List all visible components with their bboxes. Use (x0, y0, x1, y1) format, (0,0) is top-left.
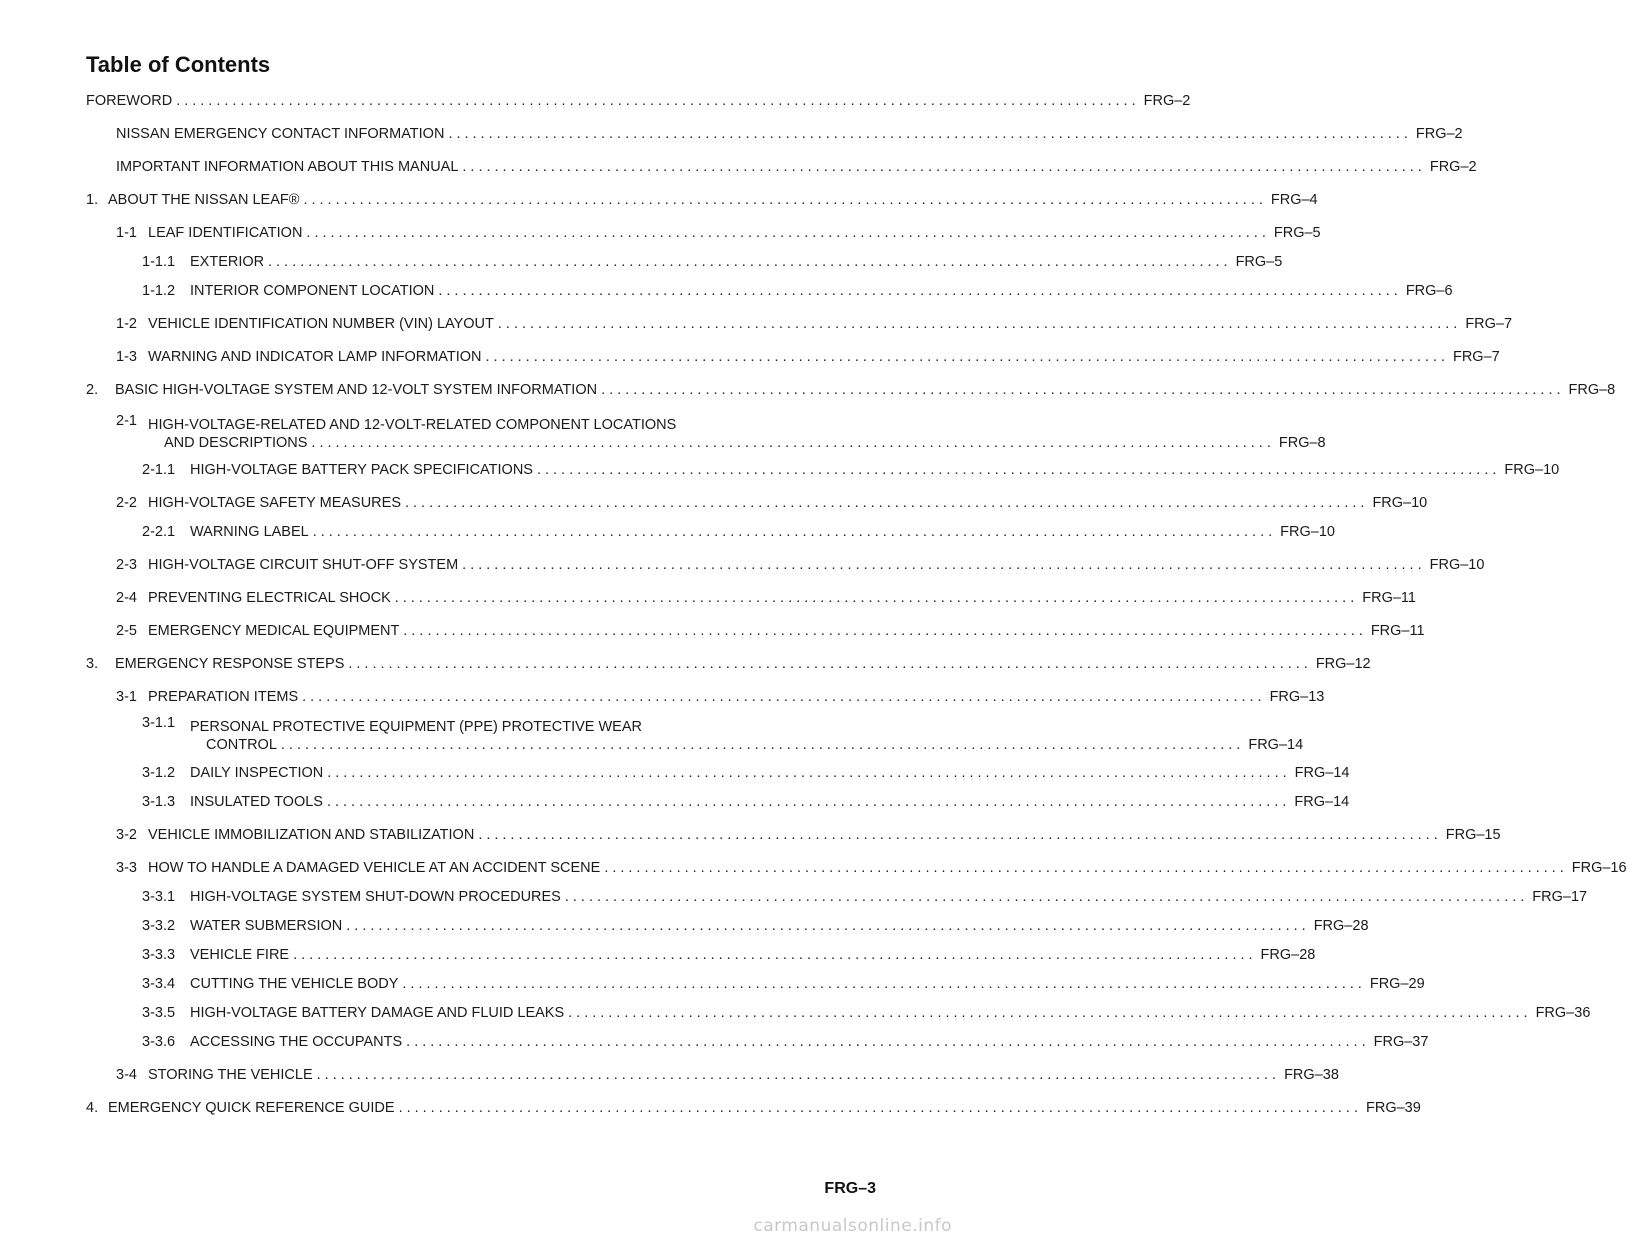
toc-entry-number: 2-1.1 (142, 462, 176, 478)
toc-entry-number: 2-2.1 (142, 524, 176, 540)
toc-page-number: FRG–2 (1415, 126, 1463, 142)
toc-entry-number: 3-3.2 (142, 918, 176, 934)
toc-entry-text: LEAF IDENTIFICATION (148, 225, 303, 241)
toc-entry-text: IMPORTANT INFORMATION ABOUT THIS MANUAL (116, 159, 459, 175)
toc-page-number: FRG–10 (1429, 557, 1485, 573)
toc-page-number: FRG–14 (1294, 765, 1350, 781)
toc-entry-text-line2: CONTROL (206, 737, 277, 753)
toc-entry-continuation (148, 434, 1326, 452)
toc-entry-text: PREVENTING ELECTRICAL SHOCK (148, 590, 391, 606)
toc-entry-number: 3-4 (116, 1067, 137, 1083)
toc-entry[interactable] (86, 651, 1371, 673)
dot-leader: ........................................................................................................................ (485, 349, 1449, 365)
toc-entry-body (190, 718, 1304, 754)
toc-entry-number: 3-1 (116, 689, 137, 705)
toc-page-number: FRG–14 (1248, 737, 1304, 753)
toc-page-number: FRG–8 (1278, 435, 1326, 451)
toc-entry-number: 2-4 (116, 590, 137, 606)
toc-entry-number: 2-3 (116, 557, 137, 573)
dot-leader: ........................................................................................................................ (326, 794, 1291, 810)
dot-leader: ........................................................................................................................ (311, 435, 1275, 451)
toc-entry-text: VEHICLE IMMOBILIZATION AND STABILIZATION (148, 827, 475, 843)
dot-leader: ........................................................................................................................ (398, 1100, 1362, 1116)
footer-page-number: FRG–3 (824, 1180, 876, 1197)
toc-page-number: FRG–10 (1504, 462, 1560, 478)
toc-entry-number: 3-1.2 (142, 765, 176, 781)
toc-entry[interactable] (86, 1095, 1421, 1117)
dot-leader: ........................................................................................................................ (176, 93, 1140, 109)
toc-entry-text: HIGH-VOLTAGE SYSTEM SHUT-DOWN PROCEDURES (190, 889, 561, 905)
toc-page-number: FRG–38 (1284, 1067, 1339, 1083)
toc-entry[interactable] (142, 1029, 1429, 1051)
toc-page-number: FRG–16 (1571, 860, 1627, 876)
toc-entry[interactable] (116, 585, 1416, 607)
toc-entry[interactable] (142, 519, 1335, 541)
dot-leader: ........................................................................................................................ (312, 524, 1277, 540)
dot-leader: ........................................................................................................................ (280, 737, 1245, 753)
dot-leader: ........................................................................................................................ (403, 623, 1367, 639)
toc-entry[interactable] (142, 942, 1316, 964)
dot-leader: ........................................................................................................................ (564, 889, 1529, 905)
toc-entry-number: 3-1.3 (142, 794, 176, 810)
toc-page-number: FRG–2 (1429, 159, 1477, 175)
toc-page-number: FRG–13 (1269, 689, 1325, 705)
dot-leader: ........................................................................................................................ (327, 765, 1291, 781)
toc-page-number: FRG–15 (1445, 827, 1501, 843)
toc-page-number: FRG–28 (1313, 918, 1369, 934)
toc-entry-number: 1. (86, 192, 99, 208)
toc-entry-text: CUTTING THE VEHICLE BODY (190, 976, 399, 992)
toc-entry-number: 3-3 (116, 860, 137, 876)
toc-entry-number: 3-3.4 (142, 976, 176, 992)
toc-entry-number: 3-3.3 (142, 947, 176, 963)
dot-leader: ........................................................................................................................ (302, 689, 1266, 705)
toc-page-number: FRG–29 (1369, 976, 1425, 992)
toc-entry-number: 3-2 (116, 827, 137, 843)
toc-entry-number: 1-2 (116, 316, 137, 332)
toc-entry-number: 1-1 (116, 225, 137, 241)
toc-entry-number: 3-3.5 (142, 1005, 176, 1021)
dot-leader: ........................................................................................................................ (268, 254, 1232, 270)
toc-entry[interactable] (116, 311, 1513, 333)
dot-leader: ........................................................................................................................ (438, 283, 1402, 299)
dot-leader: ........................................................................................................................ (601, 382, 1565, 398)
toc-entry[interactable] (142, 884, 1588, 906)
toc-entry-text: BASIC HIGH-VOLTAGE SYSTEM AND 12-VOLT SYSTEM INFORMATION (115, 382, 598, 398)
toc-entry[interactable] (142, 714, 1304, 754)
dot-leader: ........................................................................................................................ (497, 316, 1462, 332)
toc-entry[interactable] (116, 490, 1428, 512)
page-title: Table of Contents (86, 52, 271, 77)
toc-entry-text: STORING THE VEHICLE (148, 1067, 313, 1083)
toc-entry[interactable] (116, 822, 1501, 844)
toc-entry[interactable] (142, 760, 1350, 782)
dot-leader: ........................................................................................................................ (402, 976, 1366, 992)
toc-entry-text: INTERIOR COMPONENT LOCATION (190, 283, 435, 299)
toc-page-number: FRG–14 (1294, 794, 1350, 810)
toc-entry[interactable] (86, 187, 1318, 209)
toc-entry[interactable] (142, 913, 1369, 935)
dot-leader: ........................................................................................................................ (604, 860, 1568, 876)
dot-leader: ........................................................................................................................ (406, 1034, 1370, 1050)
toc-page-number: FRG–11 (1370, 623, 1425, 639)
toc-entry[interactable] (116, 121, 1463, 143)
toc-entry-number: 2-5 (116, 623, 137, 639)
toc-page-number: FRG–37 (1373, 1034, 1429, 1050)
dot-leader: ........................................................................................................................ (394, 590, 1359, 606)
toc-entry[interactable] (116, 154, 1477, 176)
toc-entry-number: 2. (86, 382, 99, 398)
toc-entry-text-line2: AND DESCRIPTIONS (164, 435, 308, 451)
toc-page-number: FRG–7 (1465, 316, 1513, 332)
toc-entry-number: 3-3.6 (142, 1034, 176, 1050)
dot-leader: ........................................................................................................................ (462, 557, 1426, 573)
toc-page-number: FRG–17 (1532, 889, 1588, 905)
dot-leader: ........................................................................................................................ (293, 947, 1257, 963)
toc-page-number: FRG–36 (1535, 1005, 1591, 1021)
toc-entry-text: PERSONAL PROTECTIVE EQUIPMENT (PPE) PROTECTIVE WEAR (190, 719, 642, 735)
toc-page-number: FRG–10 (1280, 524, 1335, 540)
toc-entry[interactable] (116, 1062, 1339, 1084)
toc-page-number: FRG–11 (1362, 590, 1416, 606)
toc-entry[interactable] (116, 552, 1485, 574)
toc-page-number: FRG–12 (1315, 656, 1371, 672)
toc-page-number: FRG–10 (1372, 495, 1428, 511)
toc-entry-body (148, 416, 1326, 452)
toc-page-number: FRG–8 (1568, 382, 1616, 398)
dot-leader: ........................................................................................................................ (348, 656, 1312, 672)
dot-leader: ........................................................................................................................ (346, 918, 1310, 934)
toc-entry-continuation (190, 736, 1304, 754)
toc-entry-number: 3-3.1 (142, 889, 176, 905)
toc-entry-text: HIGH-VOLTAGE BATTERY DAMAGE AND FLUID LEAKS (190, 1005, 565, 1021)
dot-leader: ........................................................................................................................ (536, 462, 1501, 478)
toc-entry-text: NISSAN EMERGENCY CONTACT INFORMATION (116, 126, 445, 142)
toc-entry-text: ACCESSING THE OCCUPANTS (190, 1034, 403, 1050)
toc-entry[interactable] (116, 855, 1627, 877)
toc-entry-number: 4. (86, 1100, 99, 1116)
toc-entry-number: 2-1 (116, 413, 137, 429)
toc-entry-text: WARNING AND INDICATOR LAMP INFORMATION (148, 349, 482, 365)
toc-entry-text: WARNING LABEL (190, 524, 309, 540)
toc-entry[interactable] (142, 789, 1350, 811)
toc-page-number: FRG–2 (1143, 93, 1191, 109)
toc-entry-number: 3-1.1 (142, 715, 176, 731)
toc-page-number: FRG–4 (1270, 192, 1318, 208)
toc-entry-text: VEHICLE FIRE (190, 947, 290, 963)
toc-page-number: FRG–5 (1273, 225, 1321, 241)
toc-entry-text: EMERGENCY QUICK REFERENCE GUIDE (108, 1100, 395, 1116)
toc-entry-text: INSULATED TOOLS (190, 794, 323, 810)
dot-leader: ........................................................................................................................ (303, 192, 1267, 208)
toc-entry-text: PREPARATION ITEMS (148, 689, 299, 705)
toc-entry-text: HIGH-VOLTAGE CIRCUIT SHUT-OFF SYSTEM (148, 557, 459, 573)
dot-leader: ........................................................................................................................ (405, 495, 1369, 511)
toc-entry-text: FOREWORD (86, 93, 173, 109)
toc-page-number: FRG–7 (1452, 349, 1500, 365)
toc-entry-text: EMERGENCY RESPONSE STEPS (115, 656, 345, 672)
toc-entry-text: EMERGENCY MEDICAL EQUIPMENT (148, 623, 400, 639)
toc-entry-number: 1-3 (116, 349, 137, 365)
toc-entry-number: 3. (86, 656, 99, 672)
toc-entry[interactable] (116, 684, 1325, 706)
toc-entry[interactable] (142, 1000, 1591, 1022)
dot-leader: ........................................................................................................................ (568, 1005, 1532, 1021)
toc-entry[interactable] (142, 457, 1560, 479)
toc-entry-number: 1-1.1 (142, 254, 176, 270)
toc-entry[interactable] (116, 344, 1500, 366)
toc-entry[interactable] (116, 220, 1321, 242)
dot-leader: ........................................................................................................................ (316, 1067, 1281, 1083)
toc-entry-foreword[interactable] (86, 88, 1191, 110)
dot-leader: ........................................................................................................................ (462, 159, 1426, 175)
toc-entry[interactable] (142, 278, 1453, 300)
toc-entry-text: ABOUT THE NISSAN LEAF® (108, 192, 300, 208)
toc-entry-text: HOW TO HANDLE A DAMAGED VEHICLE AT AN ACCIDENT SCENE (148, 860, 601, 876)
toc-entry-text: EXTERIOR (190, 254, 265, 270)
watermark: carmanualsonline.info (753, 1216, 952, 1236)
toc-page-number: FRG–39 (1366, 1100, 1421, 1116)
toc-page-number: FRG–6 (1405, 283, 1453, 299)
toc-page-number: FRG–5 (1235, 254, 1283, 270)
toc-entry[interactable] (142, 249, 1283, 271)
toc-entry[interactable] (116, 412, 1326, 452)
dot-leader: ........................................................................................................................ (306, 225, 1270, 241)
toc-entry-text: WATER SUBMERSION (190, 918, 343, 934)
toc-page-number: FRG–28 (1260, 947, 1316, 963)
toc-entry-text: HIGH-VOLTAGE SAFETY MEASURES (148, 495, 401, 511)
toc-entry-text: HIGH-VOLTAGE-RELATED AND 12-VOLT-RELATED COMPONENT LOCATIONS (148, 417, 677, 433)
dot-leader: ........................................................................................................................ (478, 827, 1442, 843)
dot-leader: ........................................................................................................................ (448, 126, 1412, 142)
toc-entry[interactable] (86, 377, 1616, 399)
toc-entry-text: VEHICLE IDENTIFICATION NUMBER (VIN) LAYOUT (148, 316, 494, 332)
toc-entry-text: HIGH-VOLTAGE BATTERY PACK SPECIFICATIONS (190, 462, 533, 478)
toc-entry-number: 1-1.2 (142, 283, 176, 299)
toc-entry[interactable] (142, 971, 1425, 993)
toc-entry[interactable] (116, 618, 1425, 640)
toc-entry-text: DAILY INSPECTION (190, 765, 324, 781)
toc-entry-number: 2-2 (116, 495, 137, 511)
